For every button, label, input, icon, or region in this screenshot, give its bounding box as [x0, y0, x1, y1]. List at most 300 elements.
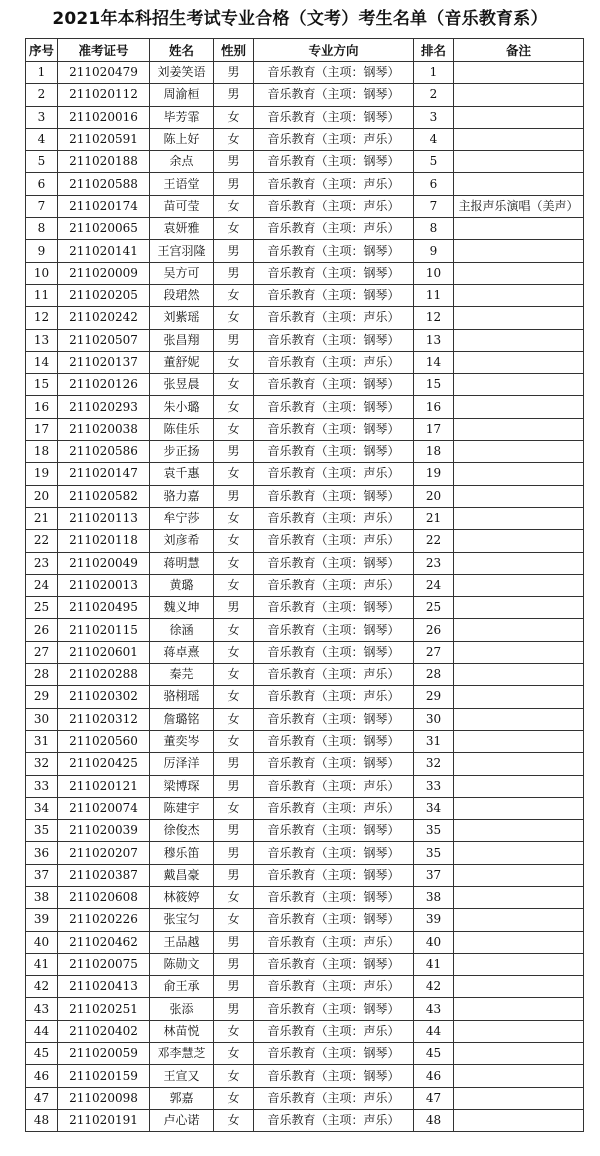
table-row: [26, 173, 584, 195]
cell-name: 秦芫: [150, 664, 214, 686]
cell-rank: 7: [414, 195, 454, 217]
cell-name: 张昱晨: [150, 374, 214, 396]
cell-gender: 女: [214, 552, 254, 574]
cell-rank: 38: [414, 886, 454, 908]
cell-seq: 9: [26, 240, 58, 262]
table-row: [26, 307, 584, 329]
cell-rank: 41: [414, 953, 454, 975]
table-row: [26, 686, 584, 708]
cell-note: [454, 396, 584, 418]
cell-exam-id: 211020013: [58, 574, 150, 596]
cell-major: 音乐教育（主项：钢琴）: [254, 84, 414, 106]
cell-major: 音乐教育（主项：声乐）: [254, 1020, 414, 1042]
cell-exam-id: 211020591: [58, 128, 150, 150]
cell-exam-id: 211020115: [58, 619, 150, 641]
cell-gender: 男: [214, 953, 254, 975]
cell-gender: 女: [214, 1065, 254, 1087]
cell-note: [454, 262, 584, 284]
cell-exam-id: 211020425: [58, 753, 150, 775]
cell-gender: 女: [214, 106, 254, 128]
cell-note: [454, 1087, 584, 1109]
cell-major: 音乐教育（主项：钢琴）: [254, 708, 414, 730]
cell-seq: 19: [26, 463, 58, 485]
cell-rank: 4: [414, 128, 454, 150]
table-row: [26, 218, 584, 240]
cell-seq: 24: [26, 574, 58, 596]
cell-seq: 5: [26, 151, 58, 173]
cell-exam-id: 211020205: [58, 284, 150, 306]
cell-name: 蒋明慧: [150, 552, 214, 574]
cell-major: 音乐教育（主项：钢琴）: [254, 753, 414, 775]
cell-gender: 男: [214, 240, 254, 262]
table-row: [26, 329, 584, 351]
cell-exam-id: 211020009: [58, 262, 150, 284]
cell-note: [454, 84, 584, 106]
cell-note: [454, 664, 584, 686]
table-row: [26, 664, 584, 686]
cell-note: [454, 463, 584, 485]
cell-note: [454, 1043, 584, 1065]
cell-name: 黄璐: [150, 574, 214, 596]
cell-name: 袁千惠: [150, 463, 214, 485]
table-row: [26, 1043, 584, 1065]
cell-exam-id: 211020137: [58, 351, 150, 373]
cell-seq: 29: [26, 686, 58, 708]
table-row: [26, 708, 584, 730]
cell-gender: 女: [214, 374, 254, 396]
cell-name: 董舒妮: [150, 351, 214, 373]
cell-gender: 女: [214, 619, 254, 641]
cell-exam-id: 211020495: [58, 597, 150, 619]
cell-gender: 女: [214, 886, 254, 908]
cell-name: 陈建宇: [150, 797, 214, 819]
cell-seq: 7: [26, 195, 58, 217]
cell-rank: 34: [414, 797, 454, 819]
cell-gender: 女: [214, 128, 254, 150]
cell-note: [454, 1020, 584, 1042]
cell-rank: 6: [414, 173, 454, 195]
cell-name: 厉泽洋: [150, 753, 214, 775]
cell-major: 音乐教育（主项：钢琴）: [254, 418, 414, 440]
cell-name: 骆力嘉: [150, 485, 214, 507]
cell-name: 牟宁莎: [150, 507, 214, 529]
cell-major: 音乐教育（主项：钢琴）: [254, 820, 414, 842]
cell-note: [454, 931, 584, 953]
table-row: [26, 1020, 584, 1042]
cell-note: [454, 552, 584, 574]
cell-note: [454, 686, 584, 708]
cell-seq: 8: [26, 218, 58, 240]
cell-major: 音乐教育（主项：钢琴）: [254, 485, 414, 507]
cell-note: [454, 775, 584, 797]
cell-rank: 37: [414, 864, 454, 886]
cell-major: 音乐教育（主项：声乐）: [254, 1087, 414, 1109]
cell-name: 戴昌豪: [150, 864, 214, 886]
cell-rank: 26: [414, 619, 454, 641]
cell-major: 音乐教育（主项：声乐）: [254, 307, 414, 329]
cell-rank: 28: [414, 664, 454, 686]
cell-rank: 27: [414, 641, 454, 663]
cell-name: 穆乐笛: [150, 842, 214, 864]
cell-name: 陈勋文: [150, 953, 214, 975]
cell-rank: 11: [414, 284, 454, 306]
table-row: [26, 151, 584, 173]
cell-exam-id: 211020121: [58, 775, 150, 797]
cell-major: 音乐教育（主项：声乐）: [254, 976, 414, 998]
cell-seq: 47: [26, 1087, 58, 1109]
cell-note: [454, 218, 584, 240]
cell-gender: 女: [214, 396, 254, 418]
cell-seq: 12: [26, 307, 58, 329]
table-row: [26, 485, 584, 507]
cell-rank: 21: [414, 507, 454, 529]
cell-gender: 女: [214, 351, 254, 373]
cell-gender: 女: [214, 463, 254, 485]
cell-rank: 5: [414, 151, 454, 173]
table-row: [26, 284, 584, 306]
header-exam-id: 准考证号: [58, 39, 150, 62]
cell-seq: 18: [26, 441, 58, 463]
cell-name: 詹璐铭: [150, 708, 214, 730]
cell-seq: 34: [26, 797, 58, 819]
cell-exam-id: 211020188: [58, 151, 150, 173]
cell-rank: 45: [414, 1043, 454, 1065]
cell-note: [454, 1109, 584, 1131]
cell-note: [454, 730, 584, 752]
table-row: [26, 1087, 584, 1109]
cell-seq: 33: [26, 775, 58, 797]
cell-name: 毕芳霏: [150, 106, 214, 128]
cell-gender: 女: [214, 664, 254, 686]
cell-note: [454, 1065, 584, 1087]
cell-gender: 男: [214, 485, 254, 507]
cell-major: 音乐教育（主项：钢琴）: [254, 1043, 414, 1065]
cell-gender: 男: [214, 329, 254, 351]
cell-seq: 28: [26, 664, 58, 686]
cell-gender: 女: [214, 284, 254, 306]
cell-rank: 20: [414, 485, 454, 507]
cell-name: 魏义坤: [150, 597, 214, 619]
table-row: [26, 441, 584, 463]
cell-rank: 18: [414, 441, 454, 463]
cell-gender: 女: [214, 307, 254, 329]
cell-major: 音乐教育（主项：声乐）: [254, 351, 414, 373]
header-name: 姓名: [150, 39, 214, 62]
cell-name: 朱小璐: [150, 396, 214, 418]
cell-major: 音乐教育（主项：声乐）: [254, 931, 414, 953]
cell-seq: 46: [26, 1065, 58, 1087]
cell-note: 主报声乐演唱（美声）: [454, 195, 584, 217]
table-row: [26, 262, 584, 284]
cell-exam-id: 211020560: [58, 730, 150, 752]
cell-major: 音乐教育（主项：钢琴）: [254, 998, 414, 1020]
cell-name: 徐涵: [150, 619, 214, 641]
cell-gender: 女: [214, 574, 254, 596]
cell-rank: 35: [414, 842, 454, 864]
cell-major: 音乐教育（主项：声乐）: [254, 218, 414, 240]
cell-major: 音乐教育（主项：钢琴）: [254, 886, 414, 908]
cell-note: [454, 507, 584, 529]
cell-rank: 1: [414, 62, 454, 84]
cell-exam-id: 211020159: [58, 1065, 150, 1087]
cell-gender: 女: [214, 195, 254, 217]
table-body: [26, 62, 584, 1132]
cell-exam-id: 211020251: [58, 998, 150, 1020]
cell-major: 音乐教育（主项：钢琴）: [254, 284, 414, 306]
cell-name: 蒋卓熹: [150, 641, 214, 663]
cell-seq: 32: [26, 753, 58, 775]
cell-rank: 19: [414, 463, 454, 485]
cell-gender: 女: [214, 418, 254, 440]
cell-gender: 男: [214, 864, 254, 886]
cell-exam-id: 211020174: [58, 195, 150, 217]
cell-major: 音乐教育（主项：钢琴）: [254, 619, 414, 641]
cell-note: [454, 62, 584, 84]
cell-exam-id: 211020402: [58, 1020, 150, 1042]
cell-exam-id: 211020074: [58, 797, 150, 819]
cell-rank: 3: [414, 106, 454, 128]
table-row: [26, 106, 584, 128]
cell-seq: 1: [26, 62, 58, 84]
cell-rank: 10: [414, 262, 454, 284]
cell-exam-id: 211020113: [58, 507, 150, 529]
cell-major: 音乐教育（主项：声乐）: [254, 1109, 414, 1131]
cell-seq: 23: [26, 552, 58, 574]
table-row: [26, 574, 584, 596]
cell-exam-id: 211020588: [58, 173, 150, 195]
table-row: [26, 84, 584, 106]
cell-rank: 40: [414, 931, 454, 953]
cell-name: 刘姜笑语: [150, 62, 214, 84]
cell-seq: 35: [26, 820, 58, 842]
cell-name: 张昌翔: [150, 329, 214, 351]
cell-gender: 男: [214, 998, 254, 1020]
cell-name: 步正扬: [150, 441, 214, 463]
table-row: [26, 530, 584, 552]
table-row: [26, 619, 584, 641]
cell-gender: 女: [214, 730, 254, 752]
cell-note: [454, 953, 584, 975]
cell-note: [454, 574, 584, 596]
cell-seq: 3: [26, 106, 58, 128]
cell-note: [454, 173, 584, 195]
cell-note: [454, 864, 584, 886]
cell-note: [454, 842, 584, 864]
cell-name: 俞王承: [150, 976, 214, 998]
cell-rank: 43: [414, 998, 454, 1020]
cell-major: 音乐教育（主项：钢琴）: [254, 552, 414, 574]
table-row: [26, 775, 584, 797]
cell-major: 音乐教育（主项：声乐）: [254, 664, 414, 686]
cell-exam-id: 211020582: [58, 485, 150, 507]
cell-rank: 23: [414, 552, 454, 574]
cell-gender: 男: [214, 262, 254, 284]
cell-exam-id: 211020242: [58, 307, 150, 329]
cell-exam-id: 211020141: [58, 240, 150, 262]
table-row: [26, 909, 584, 931]
cell-name: 陈上好: [150, 128, 214, 150]
cell-exam-id: 211020147: [58, 463, 150, 485]
cell-seq: 31: [26, 730, 58, 752]
cell-gender: 女: [214, 1109, 254, 1131]
cell-note: [454, 753, 584, 775]
cell-seq: 26: [26, 619, 58, 641]
cell-gender: 男: [214, 753, 254, 775]
cell-major: 音乐教育（主项：钢琴）: [254, 597, 414, 619]
cell-gender: 女: [214, 797, 254, 819]
cell-exam-id: 211020586: [58, 441, 150, 463]
cell-exam-id: 211020075: [58, 953, 150, 975]
cell-note: [454, 797, 584, 819]
cell-seq: 41: [26, 953, 58, 975]
cell-major: 音乐教育（主项：声乐）: [254, 686, 414, 708]
table-row: [26, 864, 584, 886]
cell-seq: 22: [26, 530, 58, 552]
cell-note: [454, 284, 584, 306]
cell-note: [454, 597, 584, 619]
cell-exam-id: 211020039: [58, 820, 150, 842]
cell-major: 音乐教育（主项：声乐）: [254, 775, 414, 797]
cell-name: 骆栩瑶: [150, 686, 214, 708]
cell-rank: 8: [414, 218, 454, 240]
cell-exam-id: 211020312: [58, 708, 150, 730]
header-major: 专业方向: [254, 39, 414, 62]
table-row: [26, 797, 584, 819]
cell-name: 吴方可: [150, 262, 214, 284]
cell-gender: 男: [214, 151, 254, 173]
cell-note: [454, 151, 584, 173]
cell-name: 刘紫瑶: [150, 307, 214, 329]
table-row: [26, 418, 584, 440]
cell-exam-id: 211020479: [58, 62, 150, 84]
cell-seq: 38: [26, 886, 58, 908]
cell-exam-id: 211020016: [58, 106, 150, 128]
cell-seq: 30: [26, 708, 58, 730]
cell-rank: 32: [414, 753, 454, 775]
cell-seq: 37: [26, 864, 58, 886]
cell-major: 音乐教育（主项：声乐）: [254, 797, 414, 819]
cell-gender: 男: [214, 842, 254, 864]
table-row: [26, 1109, 584, 1131]
cell-gender: 女: [214, 218, 254, 240]
header-seq: 序号: [26, 39, 58, 62]
cell-note: [454, 820, 584, 842]
table-row: [26, 886, 584, 908]
cell-note: [454, 886, 584, 908]
table-row: [26, 753, 584, 775]
cell-seq: 36: [26, 842, 58, 864]
cell-seq: 2: [26, 84, 58, 106]
cell-seq: 40: [26, 931, 58, 953]
cell-rank: 47: [414, 1087, 454, 1109]
cell-seq: 4: [26, 128, 58, 150]
cell-gender: 男: [214, 173, 254, 195]
cell-seq: 44: [26, 1020, 58, 1042]
cell-seq: 13: [26, 329, 58, 351]
table-row: [26, 463, 584, 485]
cell-seq: 48: [26, 1109, 58, 1131]
cell-gender: 女: [214, 708, 254, 730]
cell-major: 音乐教育（主项：声乐）: [254, 507, 414, 529]
cell-exam-id: 211020118: [58, 530, 150, 552]
table-row: [26, 240, 584, 262]
cell-major: 音乐教育（主项：钢琴）: [254, 1065, 414, 1087]
cell-gender: 男: [214, 62, 254, 84]
cell-exam-id: 211020038: [58, 418, 150, 440]
cell-rank: 44: [414, 1020, 454, 1042]
cell-seq: 42: [26, 976, 58, 998]
cell-note: [454, 998, 584, 1020]
cell-major: 音乐教育（主项：钢琴）: [254, 62, 414, 84]
cell-major: 音乐教育（主项：钢琴）: [254, 151, 414, 173]
cell-major: 音乐教育（主项：钢琴）: [254, 329, 414, 351]
document-title: 2021年本科招生考试专业合格（文考）考生名单（音乐教育系）: [52, 9, 548, 29]
cell-major: 音乐教育（主项：钢琴）: [254, 909, 414, 931]
cell-note: [454, 441, 584, 463]
cell-exam-id: 211020462: [58, 931, 150, 953]
cell-note: [454, 128, 584, 150]
cell-seq: 16: [26, 396, 58, 418]
table-header-row: [26, 39, 584, 62]
cell-gender: 女: [214, 909, 254, 931]
cell-exam-id: 211020293: [58, 396, 150, 418]
table-row: [26, 976, 584, 998]
cell-major: 音乐教育（主项：声乐）: [254, 173, 414, 195]
cell-major: 音乐教育（主项：声乐）: [254, 463, 414, 485]
cell-gender: 女: [214, 641, 254, 663]
cell-rank: 48: [414, 1109, 454, 1131]
cell-major: 音乐教育（主项：钢琴）: [254, 240, 414, 262]
cell-name: 周渝桓: [150, 84, 214, 106]
cell-seq: 43: [26, 998, 58, 1020]
cell-note: [454, 619, 584, 641]
cell-seq: 20: [26, 485, 58, 507]
cell-rank: 30: [414, 708, 454, 730]
cell-name: 张宝匀: [150, 909, 214, 931]
cell-rank: 2: [414, 84, 454, 106]
cell-exam-id: 211020049: [58, 552, 150, 574]
cell-major: 音乐教育（主项：声乐）: [254, 574, 414, 596]
table-row: [26, 641, 584, 663]
cell-rank: 9: [414, 240, 454, 262]
header-gender: 性别: [214, 39, 254, 62]
cell-rank: 14: [414, 351, 454, 373]
cell-seq: 15: [26, 374, 58, 396]
cell-name: 王宣又: [150, 1065, 214, 1087]
cell-rank: 25: [414, 597, 454, 619]
table-row: [26, 507, 584, 529]
cell-name: 林苗悦: [150, 1020, 214, 1042]
cell-name: 袁妍雅: [150, 218, 214, 240]
cell-major: 音乐教育（主项：钢琴）: [254, 374, 414, 396]
cell-seq: 11: [26, 284, 58, 306]
cell-rank: 31: [414, 730, 454, 752]
cell-exam-id: 211020191: [58, 1109, 150, 1131]
cell-name: 王宫羽隆: [150, 240, 214, 262]
cell-gender: 女: [214, 686, 254, 708]
cell-seq: 17: [26, 418, 58, 440]
cell-rank: 16: [414, 396, 454, 418]
cell-exam-id: 211020387: [58, 864, 150, 886]
cell-note: [454, 909, 584, 931]
cell-exam-id: 211020302: [58, 686, 150, 708]
cell-rank: 42: [414, 976, 454, 998]
cell-gender: 男: [214, 597, 254, 619]
cell-major: 音乐教育（主项：钢琴）: [254, 730, 414, 752]
cell-note: [454, 708, 584, 730]
cell-major: 音乐教育（主项：钢琴）: [254, 106, 414, 128]
table-row: [26, 998, 584, 1020]
